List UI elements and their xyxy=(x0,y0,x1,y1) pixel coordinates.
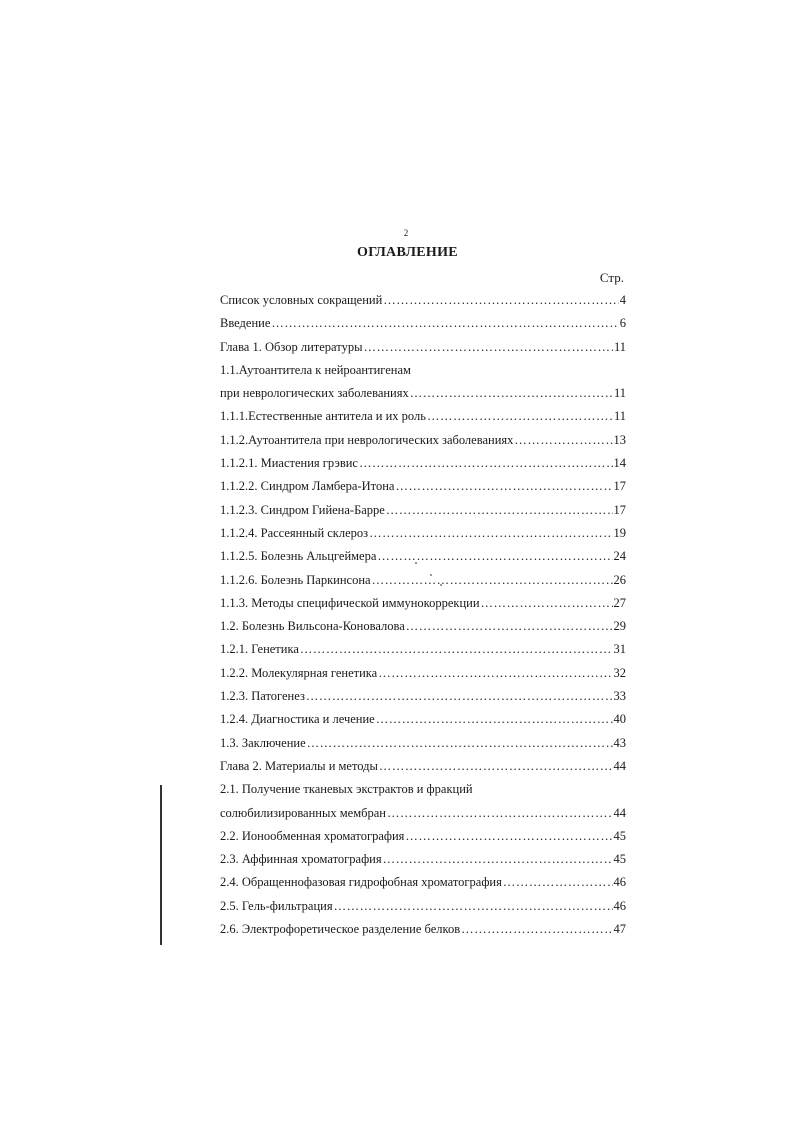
toc-entry-title: 1.1.2.4. Рассеянный склероз xyxy=(220,525,369,540)
table-of-contents xyxy=(220,289,626,941)
scan-speckle xyxy=(430,574,432,576)
toc-entry-page: 17 xyxy=(613,502,626,517)
toc-entry xyxy=(220,802,626,825)
toc-dot-leader xyxy=(386,499,613,522)
toc-entry-page: 44 xyxy=(613,805,626,820)
toc-entry-page: 11 xyxy=(613,386,626,401)
toc-dot-leader xyxy=(369,522,612,545)
toc-entry-title: 2.1. Получение тканевых экстрактов и фракций xyxy=(220,782,473,797)
toc-dot-leader xyxy=(359,452,613,475)
toc-entry xyxy=(220,312,626,335)
toc-entry-title: Глава 1. Обзор литературы xyxy=(220,339,363,354)
toc-dot-leader xyxy=(383,289,618,312)
toc-entry-title: 1.3. Заключение xyxy=(220,735,306,750)
toc-dot-leader xyxy=(406,615,613,638)
toc-entry xyxy=(220,662,626,685)
toc-entry-title: 1.2.3. Патогенез xyxy=(220,689,305,704)
toc-entry xyxy=(220,499,626,522)
toc-entry xyxy=(220,638,626,661)
toc-entry xyxy=(220,592,626,615)
toc-entry-page: 33 xyxy=(613,689,626,704)
toc-dot-leader xyxy=(481,592,613,615)
toc-entry-title: 2.4. Обращеннофазовая гидрофобная хроматография xyxy=(220,875,502,890)
toc-entry-title: 2.6. Электрофоретическое разделение белков xyxy=(220,922,461,937)
toc-dot-leader xyxy=(306,685,613,708)
toc-entry-page: 46 xyxy=(613,875,626,890)
toc-dot-leader xyxy=(427,405,613,428)
toc-entry xyxy=(220,685,626,708)
toc-entry xyxy=(220,452,626,475)
toc-dot-leader xyxy=(383,848,613,871)
toc-entry-page: 31 xyxy=(613,642,626,657)
toc-entry xyxy=(220,289,626,312)
toc-entry-title: 2.3. Аффинная хроматография xyxy=(220,852,382,867)
scan-speckle xyxy=(415,562,417,564)
toc-entry-page: 32 xyxy=(613,665,626,680)
toc-entry-page: 4 xyxy=(619,293,626,307)
toc-entry xyxy=(220,545,626,568)
toc-entry xyxy=(220,405,626,428)
toc-entry-title: 1.1.2.6. Болезнь Паркинсона xyxy=(220,572,371,587)
toc-entry-title: 2.5. Гель-фильтрация xyxy=(220,898,333,913)
toc-entry-title: 1.2.4. Диагностика и лечение xyxy=(220,712,375,727)
toc-dot-leader xyxy=(377,545,612,568)
toc-entry xyxy=(220,336,626,359)
toc-entry-page: 29 xyxy=(613,619,626,634)
toc-entry xyxy=(220,708,626,731)
toc-entry-title: Введение xyxy=(220,316,271,331)
toc-entry xyxy=(220,522,626,545)
toc-entry xyxy=(220,825,626,848)
toc-entry-title: 1.1.1.Естественные антитела и их роль xyxy=(220,409,426,424)
toc-entry-title: 1.2.2. Молекулярная генетика xyxy=(220,665,378,680)
toc-entry xyxy=(220,382,626,405)
toc-dot-leader xyxy=(307,732,613,755)
toc-dot-leader xyxy=(405,825,612,848)
toc-entry-title: Глава 2. Материалы и методы xyxy=(220,758,378,773)
toc-entry xyxy=(220,755,626,778)
toc-entry-title: 1.2. Болезнь Вильсона-Коновалова xyxy=(220,619,405,634)
toc-dot-leader xyxy=(410,382,613,405)
page-column-header: Стр. xyxy=(599,270,624,285)
toc-entry-title: 1.1.2.1. Миастения грэвис xyxy=(220,456,358,471)
toc-entry-page: 19 xyxy=(613,525,626,540)
scan-speckle xyxy=(440,584,442,586)
toc-entry-page: 45 xyxy=(613,852,626,867)
toc-dot-leader xyxy=(387,802,613,825)
toc-entry xyxy=(220,732,626,755)
toc-entry-title: 1.1.2.5. Болезнь Альцгеймера xyxy=(220,549,377,564)
toc-entry xyxy=(220,895,626,918)
toc-entry-title: Список условных сокращений xyxy=(220,293,383,307)
page-number: 2 xyxy=(403,228,409,238)
toc-entry-page: 47 xyxy=(613,922,626,937)
page-title: ОГЛАВЛЕНИЕ xyxy=(357,245,458,260)
toc-dot-leader xyxy=(300,638,613,661)
toc-entry xyxy=(220,569,626,592)
toc-entry-page: 24 xyxy=(613,549,626,564)
toc-entry xyxy=(220,778,626,801)
toc-entry-page: 11 xyxy=(613,409,626,424)
toc-entry-page: 27 xyxy=(613,595,626,610)
toc-dot-leader xyxy=(334,895,613,918)
toc-entry-page: 13 xyxy=(613,432,626,447)
toc-entry xyxy=(220,359,626,382)
toc-entry-title: 1.1.Аутоантитела к нейроантигенам xyxy=(220,362,411,377)
toc-dot-leader xyxy=(379,755,613,778)
toc-dot-leader xyxy=(503,871,613,894)
toc-entry-title: солюбилизированных мембран xyxy=(220,805,386,820)
toc-entry-title: 1.2.1. Генетика xyxy=(220,642,299,657)
toc-entry-page: 11 xyxy=(613,339,626,354)
toc-dot-leader xyxy=(363,336,612,359)
toc-entry xyxy=(220,615,626,638)
toc-entry-page: 26 xyxy=(613,572,626,587)
toc-entry-title: 1.1.2.3. Синдром Гийена-Барре xyxy=(220,502,385,517)
toc-dot-leader xyxy=(376,708,613,731)
toc-entry xyxy=(220,871,626,894)
toc-entry xyxy=(220,429,626,452)
toc-entry-page: 6 xyxy=(619,316,626,331)
toc-entry xyxy=(220,475,626,498)
toc-entry-page: 43 xyxy=(613,735,626,750)
toc-entry-page: 46 xyxy=(613,898,626,913)
toc-dot-leader xyxy=(372,569,613,592)
toc-entry-title: 1.1.3. Методы специфической иммунокоррекции xyxy=(220,595,480,610)
toc-entry-page: 14 xyxy=(613,456,626,471)
toc-entry-title: 1.1.2.Аутоантитела при неврологических заболеваниях xyxy=(220,432,514,447)
toc-entry xyxy=(220,918,626,941)
toc-entry-page: 17 xyxy=(613,479,626,494)
toc-dot-leader xyxy=(461,918,612,941)
toc-dot-leader xyxy=(271,312,618,335)
toc-entry-title: 1.1.2.2. Синдром Ламбера-Итона xyxy=(220,479,395,494)
scan-margin-line xyxy=(160,785,162,945)
toc-dot-leader xyxy=(395,475,612,498)
toc-entry-title: при неврологических заболеваниях xyxy=(220,386,409,401)
toc-entry-page: 45 xyxy=(613,828,626,843)
toc-entry-title: 2.2. Ионообменная хроматография xyxy=(220,828,405,843)
toc-dot-leader xyxy=(514,429,612,452)
toc-dot-leader xyxy=(378,662,612,685)
toc-entry-page: 40 xyxy=(613,712,626,727)
toc-entry xyxy=(220,848,626,871)
toc-entry-page: 44 xyxy=(613,758,626,773)
